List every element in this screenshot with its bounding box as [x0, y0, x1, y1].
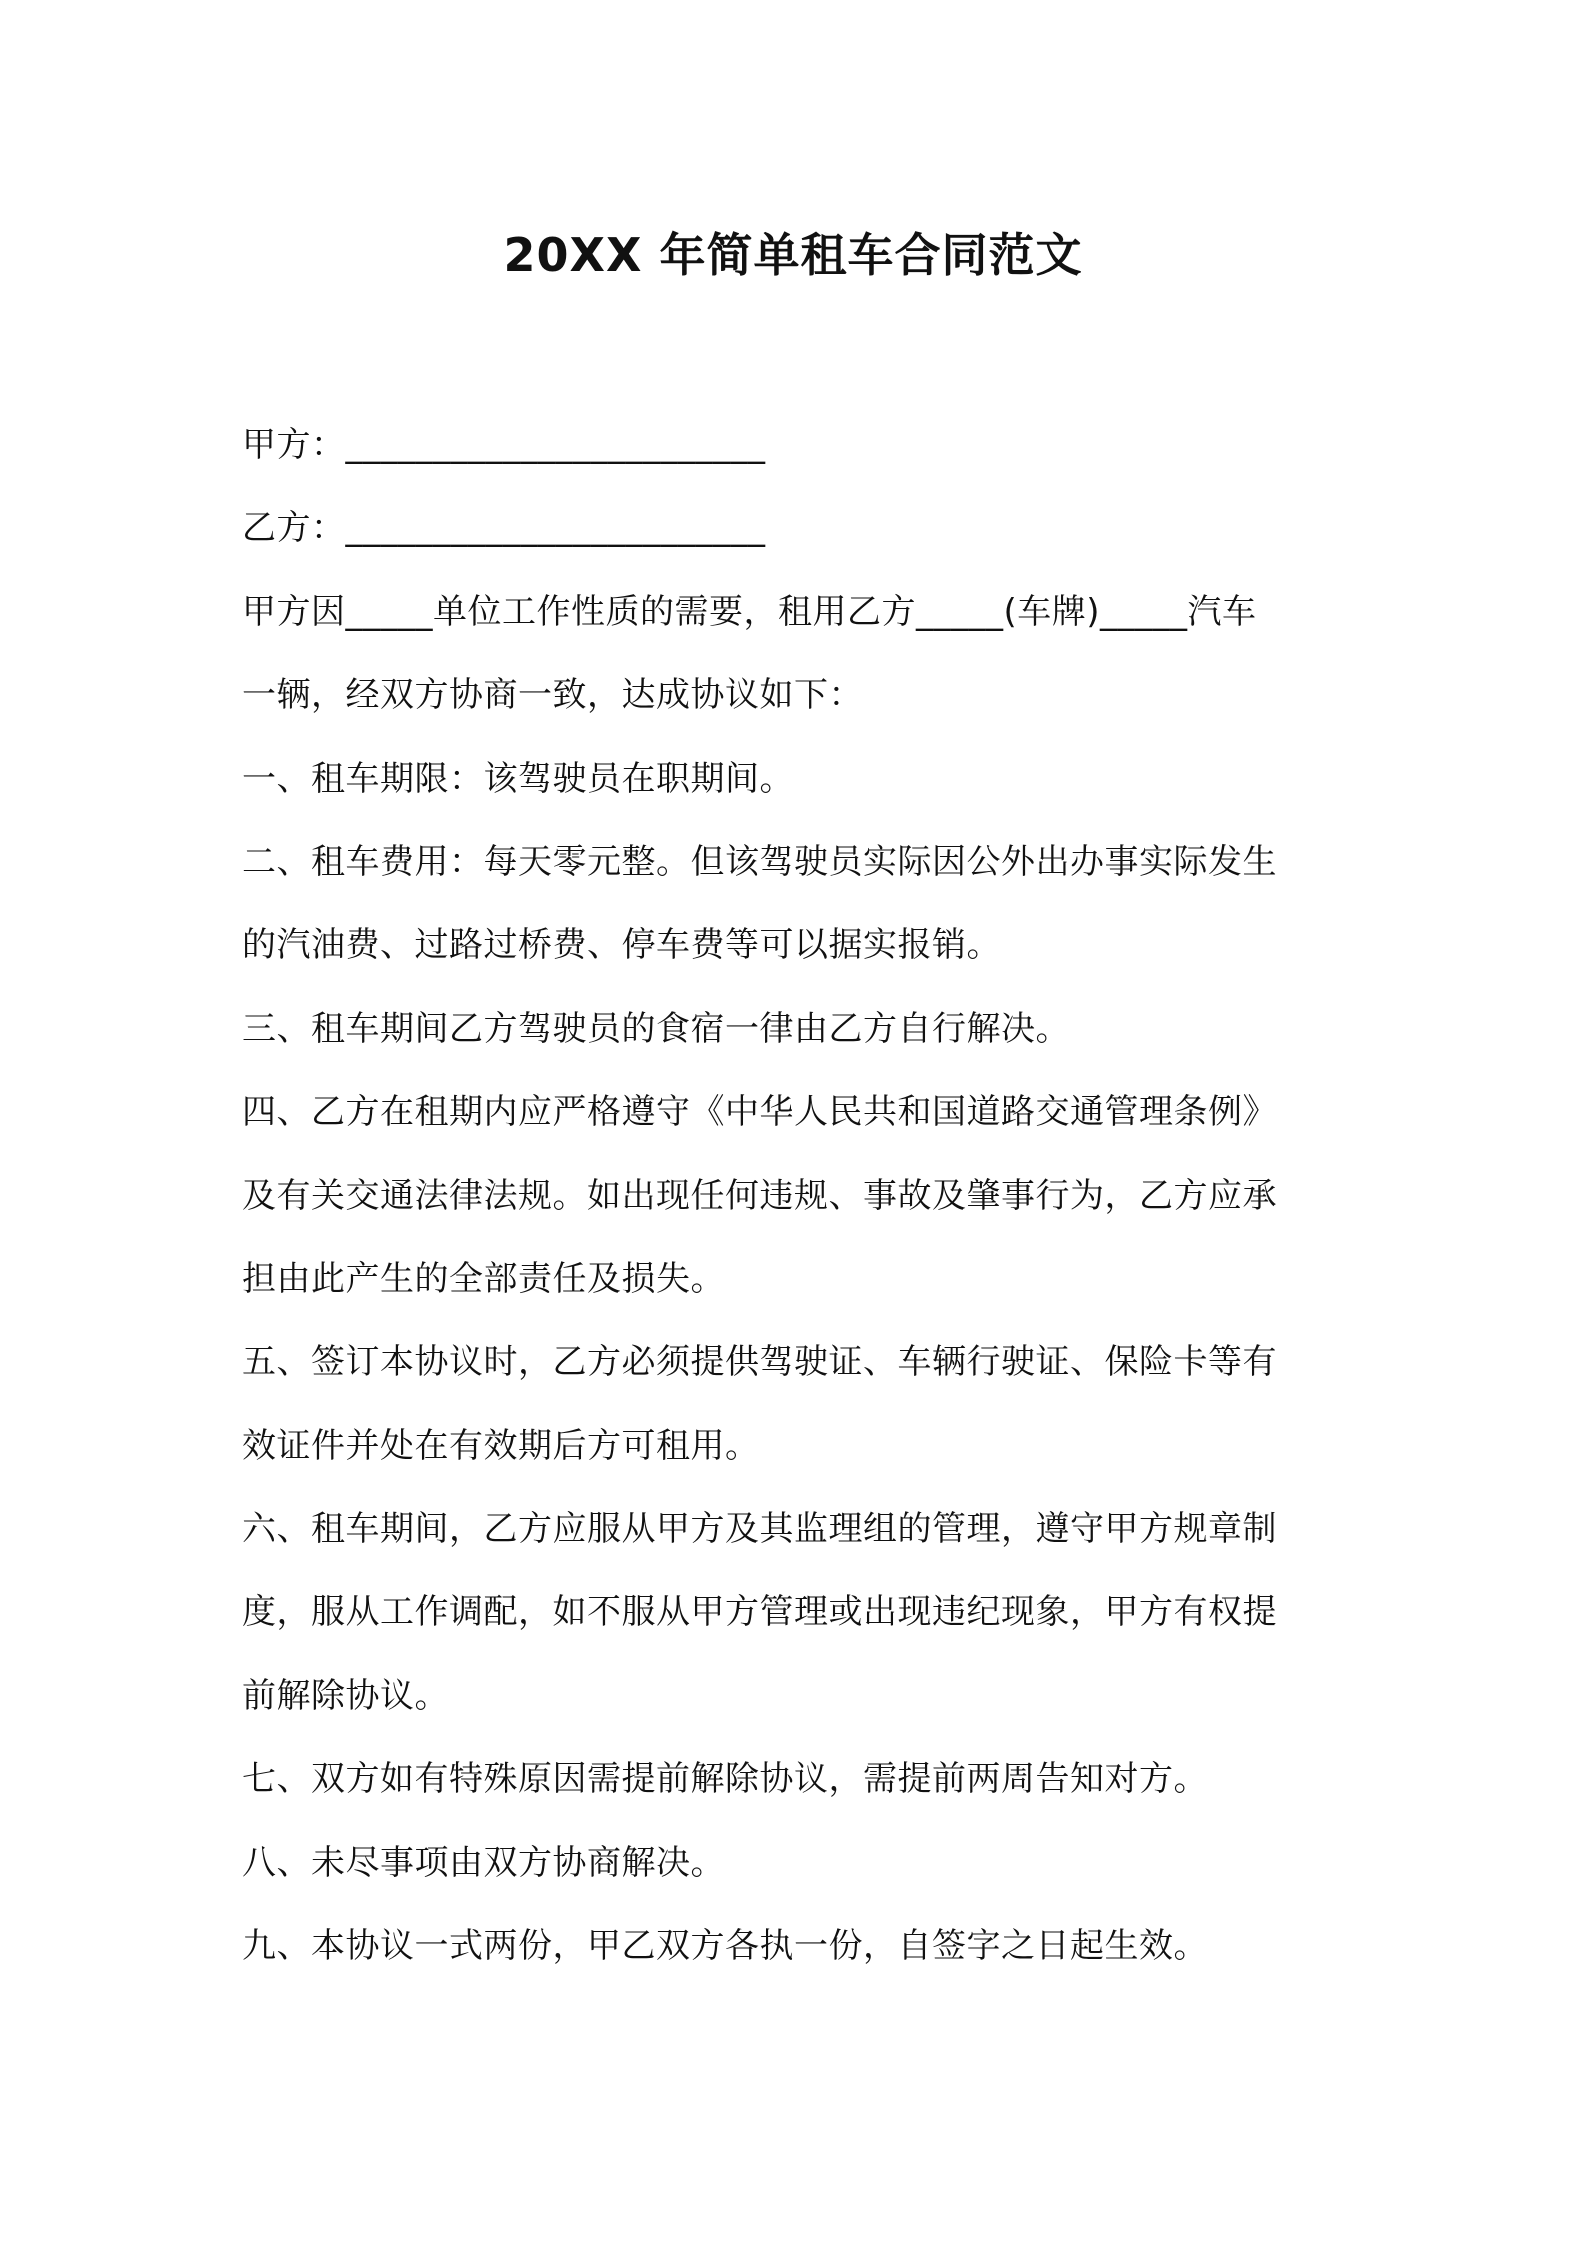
clause-6-line-1: 六、租车期间，乙方应服从甲方及其监理组的管理，遵守甲方规章制: [242, 1509, 1277, 1550]
document-title: 20XX 年简单租车合同范文: [503, 228, 1083, 282]
clause-5-line-2: 效证件并处在有效期后方可租用。: [242, 1425, 760, 1466]
clause-3-line-1: 三、租车期间乙方驾驶员的食宿一律由乙方自行解决。: [242, 1008, 1070, 1049]
clause-2-line-2: 的汽油费、过路过桥费、停车费等可以据实报销。: [242, 925, 1001, 966]
clause-4-line-1: 四、乙方在租期内应严格遵守《中华人民共和国道路交通管理条例》: [242, 1092, 1277, 1133]
clause-4-line-2: 及有关交通法律法规。如出现任何违规、事故及肇事行为，乙方应承: [242, 1175, 1277, 1216]
preamble-line-1: 甲方因_____单位工作性质的需要，租用乙方_____(车牌)_____汽车: [242, 591, 1257, 632]
clause-1-line-1: 一、租车期限：该驾驶员在职期间。: [242, 758, 794, 799]
document-body: [242, 404, 1362, 1988]
clause-6-line-3: 前解除协议。: [242, 1675, 449, 1716]
clause-7-line-1: 七、双方如有特殊原因需提前解除协议，需提前两周告知对方。: [242, 1759, 1208, 1800]
party-b-line: 乙方：________________________: [242, 508, 766, 549]
preamble-line-2: 一辆，经双方协商一致，达成协议如下：: [242, 675, 863, 716]
clause-2-line-1: 二、租车费用：每天零元整。但该驾驶员实际因公外出办事实际发生: [242, 841, 1277, 882]
clause-6-line-2: 度，服从工作调配，如不服从甲方管理或出现违纪现象，甲方有权提: [242, 1592, 1277, 1633]
clause-4-line-3: 担由此产生的全部责任及损失。: [242, 1258, 725, 1299]
clause-8-line-1: 八、未尽事项由双方协商解决。: [242, 1842, 725, 1883]
party-a-line: 甲方：________________________: [242, 425, 766, 465]
clause-9-line-1: 九、本协议一式两份，甲乙双方各执一份，自签字之日起生效。: [242, 1926, 1208, 1967]
clause-5-line-1: 五、签订本协议时，乙方必须提供驾驶证、车辆行驶证、保险卡等有: [242, 1342, 1277, 1383]
